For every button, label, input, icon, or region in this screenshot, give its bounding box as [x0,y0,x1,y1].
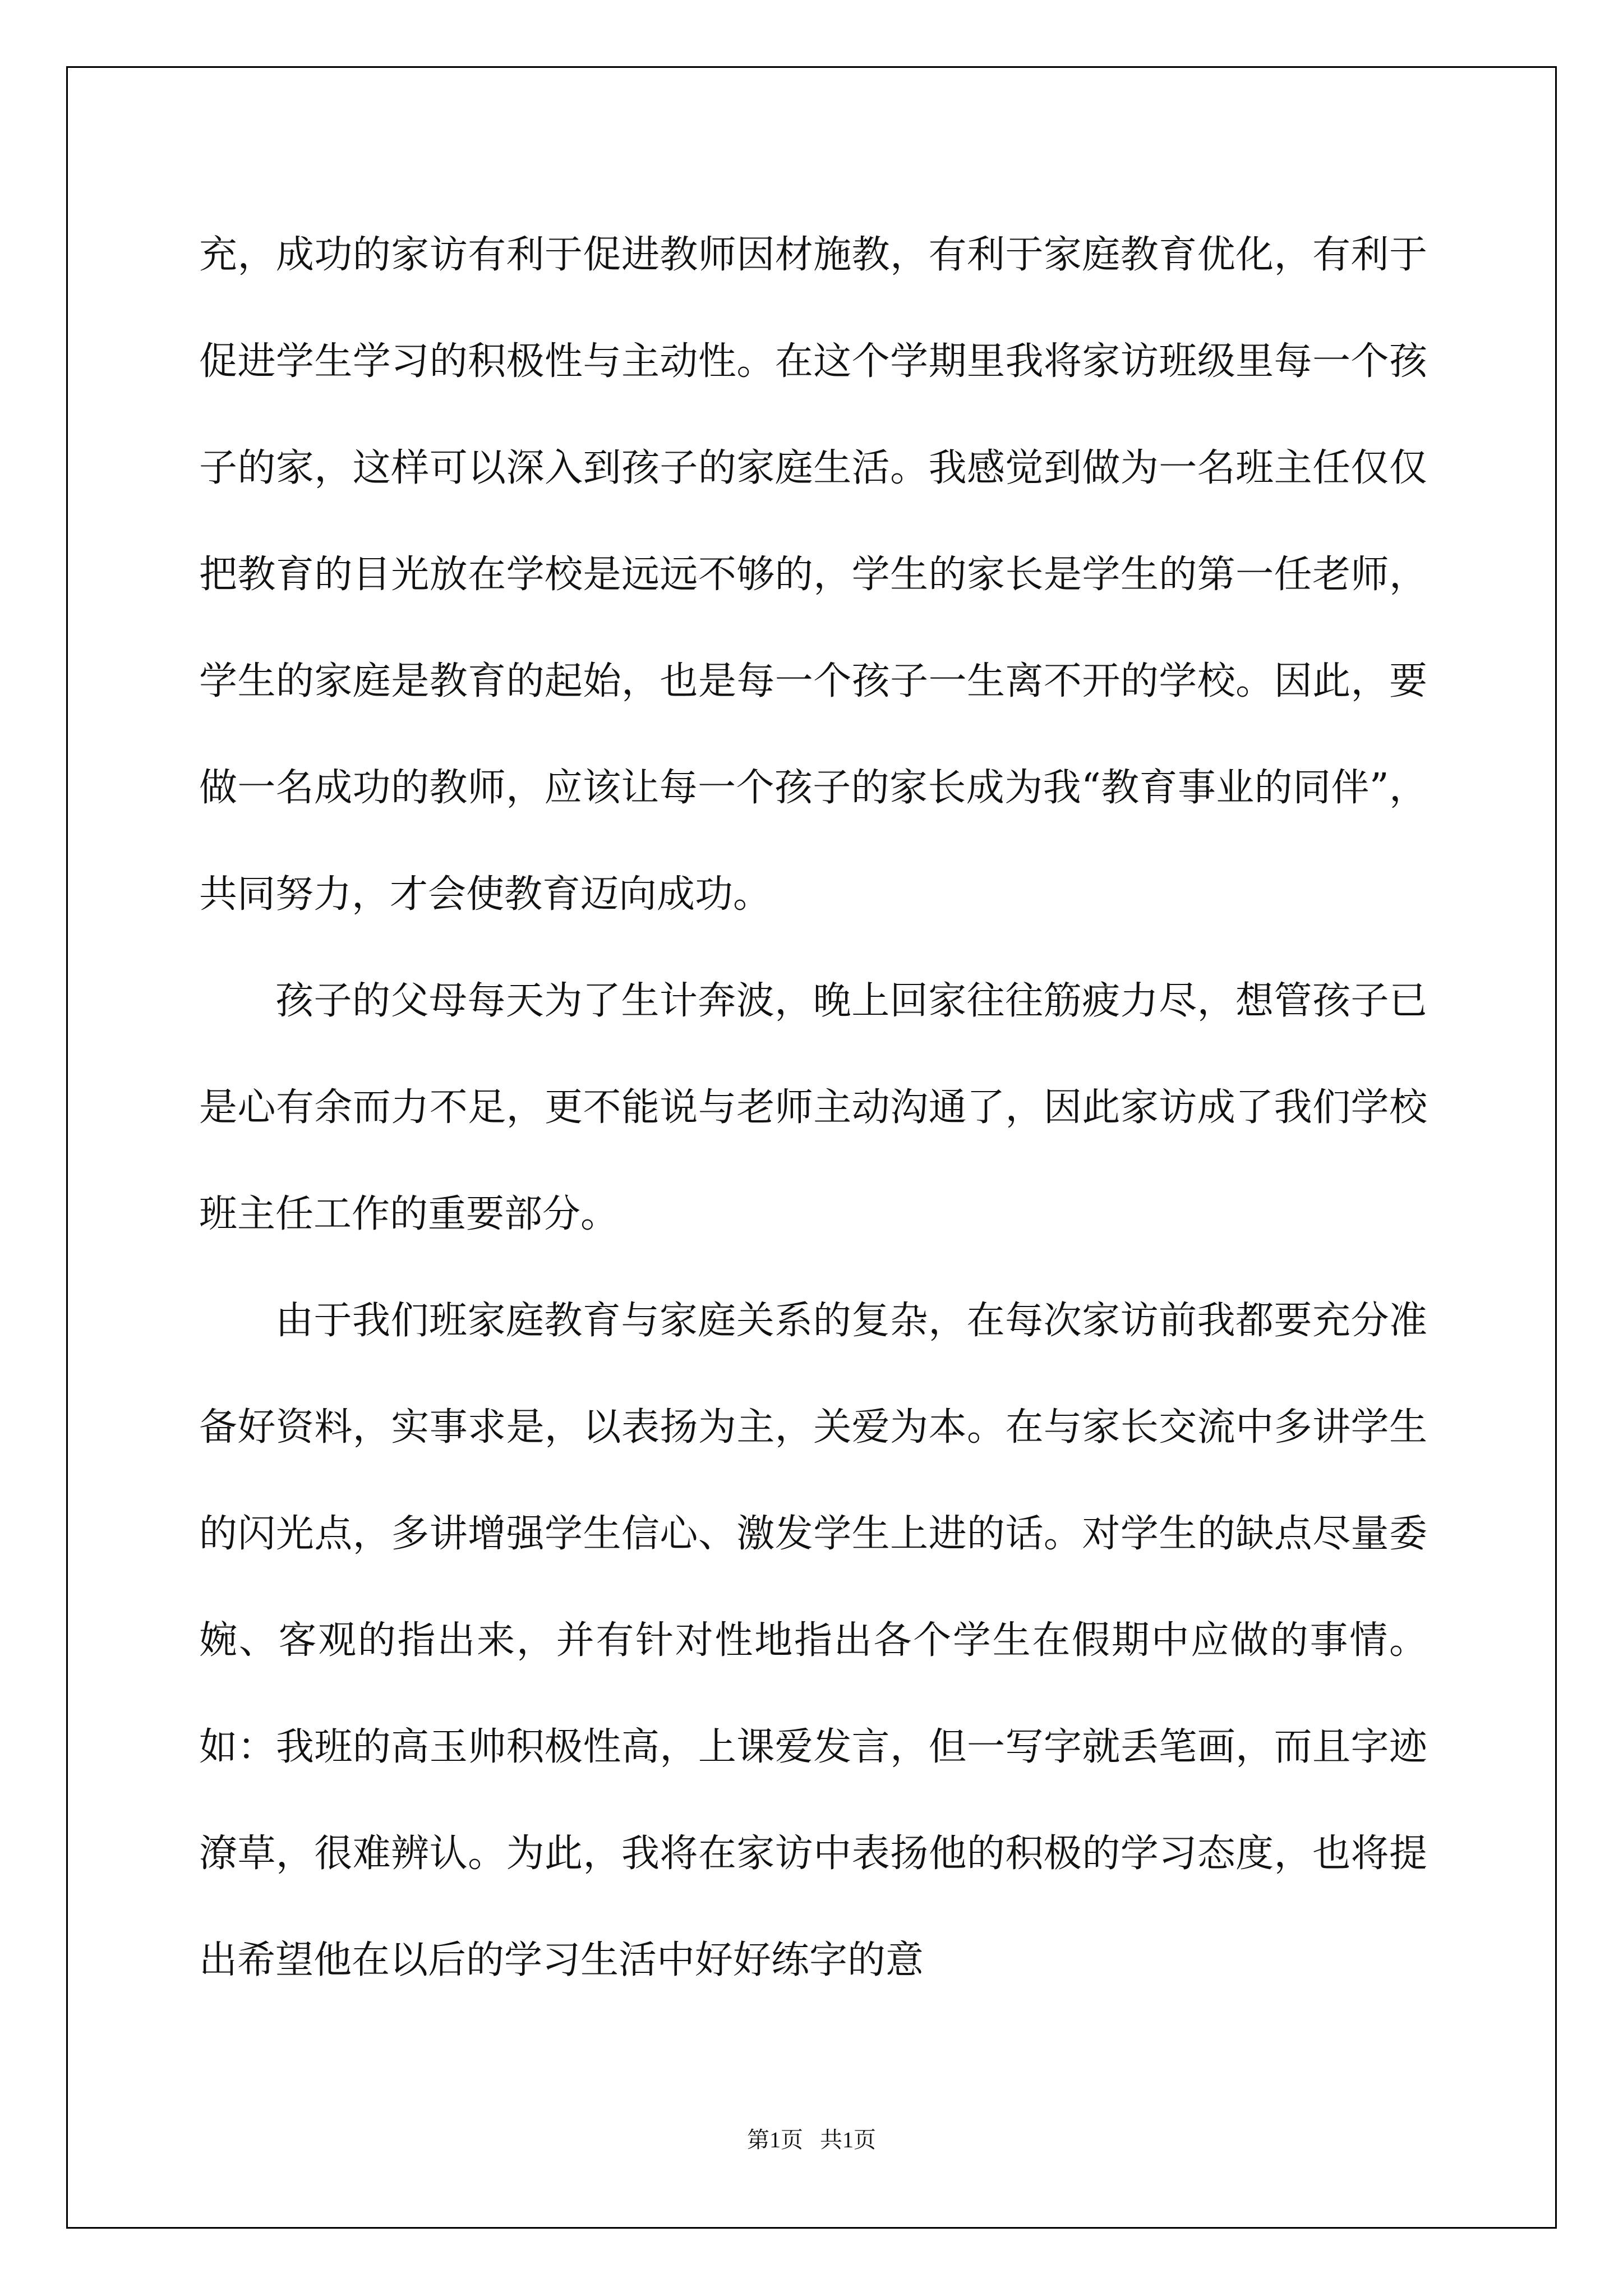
document-body [199,202,1427,2014]
page-number-footer: 第1页 共1页 [747,2127,876,2152]
paragraph-parents-busy: 孩子的父母每天为了生计奔波，晚上回家往往筋疲力尽，想管孩子已是心有余而力不足，更不能说与老师主动沟通了，因此家访成了我们学校班主任工作的重要部分。 [199,979,1427,1236]
paragraph-home-visit-preparation: 由于我们班家庭教育与家庭关系的复杂，在每次家访前我都要充分准备好资料，实事求是，以表扬为主，关爱为本。在与家长交流中多讲学生的闪光点，多讲增强学生信心、激发学生上进的话。对学生的缺点尽量委婉、客观的指出来，并有针对性地指出各个学生在假期中应做的事情。如：我班的高玉帅积极性高，上课爱发言，但一写字就丢笔画，而且字迹潦草，很难辨认。为此，我将在家访中表扬他的积极的学习态度，也将提出希望他在以后的学习生活中好好练字的意 [199,1299,1427,1982]
paragraph-continuation: 充，成功的家访有利于促进教师因材施教，有利于家庭教育优化，有利于促进学生学习的积极性与主动性。在这个学期里我将家访班级里每一个孩子的家，这样可以深入到孩子的家庭生活。我感觉到做为一名班主任仅仅把教育的目光放在学校是远远不够的，学生的家长是学生的第一任老师，学生的家庭是教育的起始，也是每一个孩子一生离不开的学校。因此，要做一名成功的教师，应该让每一个孩子的家长成为我“教育事业的同伴”，共同努力，才会使教育迈向成功。 [199,233,1427,917]
